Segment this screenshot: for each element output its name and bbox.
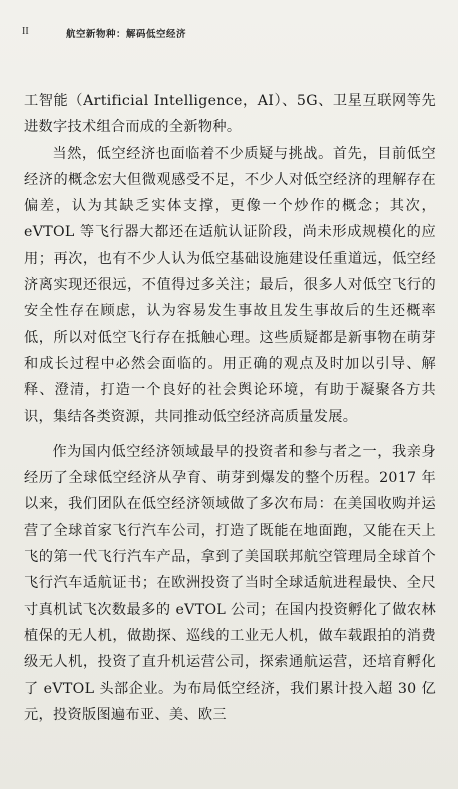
- paragraph-challenges: 当然，低空经济也面临着不少质疑与挑战。首先，目前低空经济的概念宏大但微观感受不足，不少人对低空经济的理解存在偏差，认为其缺乏实体支撑，更像一个炒作的概念；其次，eVTOL 等飞行器大都还在适航认证阶段，尚未形成规模化的应用；再次，也有不少人认为低空基础设施建设任重道远，低空经济离实现还很远，不值得过多关注；最后，很多人对低空飞行的安全性存在顾虑，认为容易发生事故且发生事故后的生还概率低，所以对低空飞行存在抵触心理。这些质疑都是新事物在萌芽和成长过程中必然会面临的。用正确的观点及时加以引导、解释、澄清，打造一个良好的社会舆论环境，有助于凝聚各方共识，集结各类资源，共同推动低空经济高质量发展。: [24, 145, 436, 425]
- body-text: [24, 88, 436, 728]
- running-title: 航空新物种：解码低空经济: [66, 29, 187, 40]
- running-header: [18, 26, 440, 44]
- page-number: II: [22, 26, 29, 37]
- paragraph-author-experience: 作为国内低空经济领域最早的投资者和参与者之一，我亲身经历了全球低空经济从孕育、萌芽到爆发的整个历程。2017 年以来，我们团队在低空经济领域做了多次布局：在美国收购并运营了全球首家飞行汽车公司，打造了既能在地面跑，又能在天上飞的第一代飞行汽车产品，拿到了美国联邦航空管理局全球首个飞行汽车适航证书；在欧洲投资了当时全球适航进程最快、全尺寸真机试飞次数最多的 eVTOL 公司；在国内投资孵化了做农林植保的无人机，做勘探、巡线的工业无人机，做车载跟拍的消费级无人机，投资了直升机运营公司，探索通航运营，还培育孵化了 eVTOL 头部企业。为布局低空经济，我们累计投入超 30 亿元，投资版图遍布亚、美、欧三: [24, 443, 436, 723]
- paragraph-continuation: 工智能（Artificial Intelligence，AI）、5G、卫星互联网等先进数字技术组合而成的全新物种。: [24, 93, 436, 136]
